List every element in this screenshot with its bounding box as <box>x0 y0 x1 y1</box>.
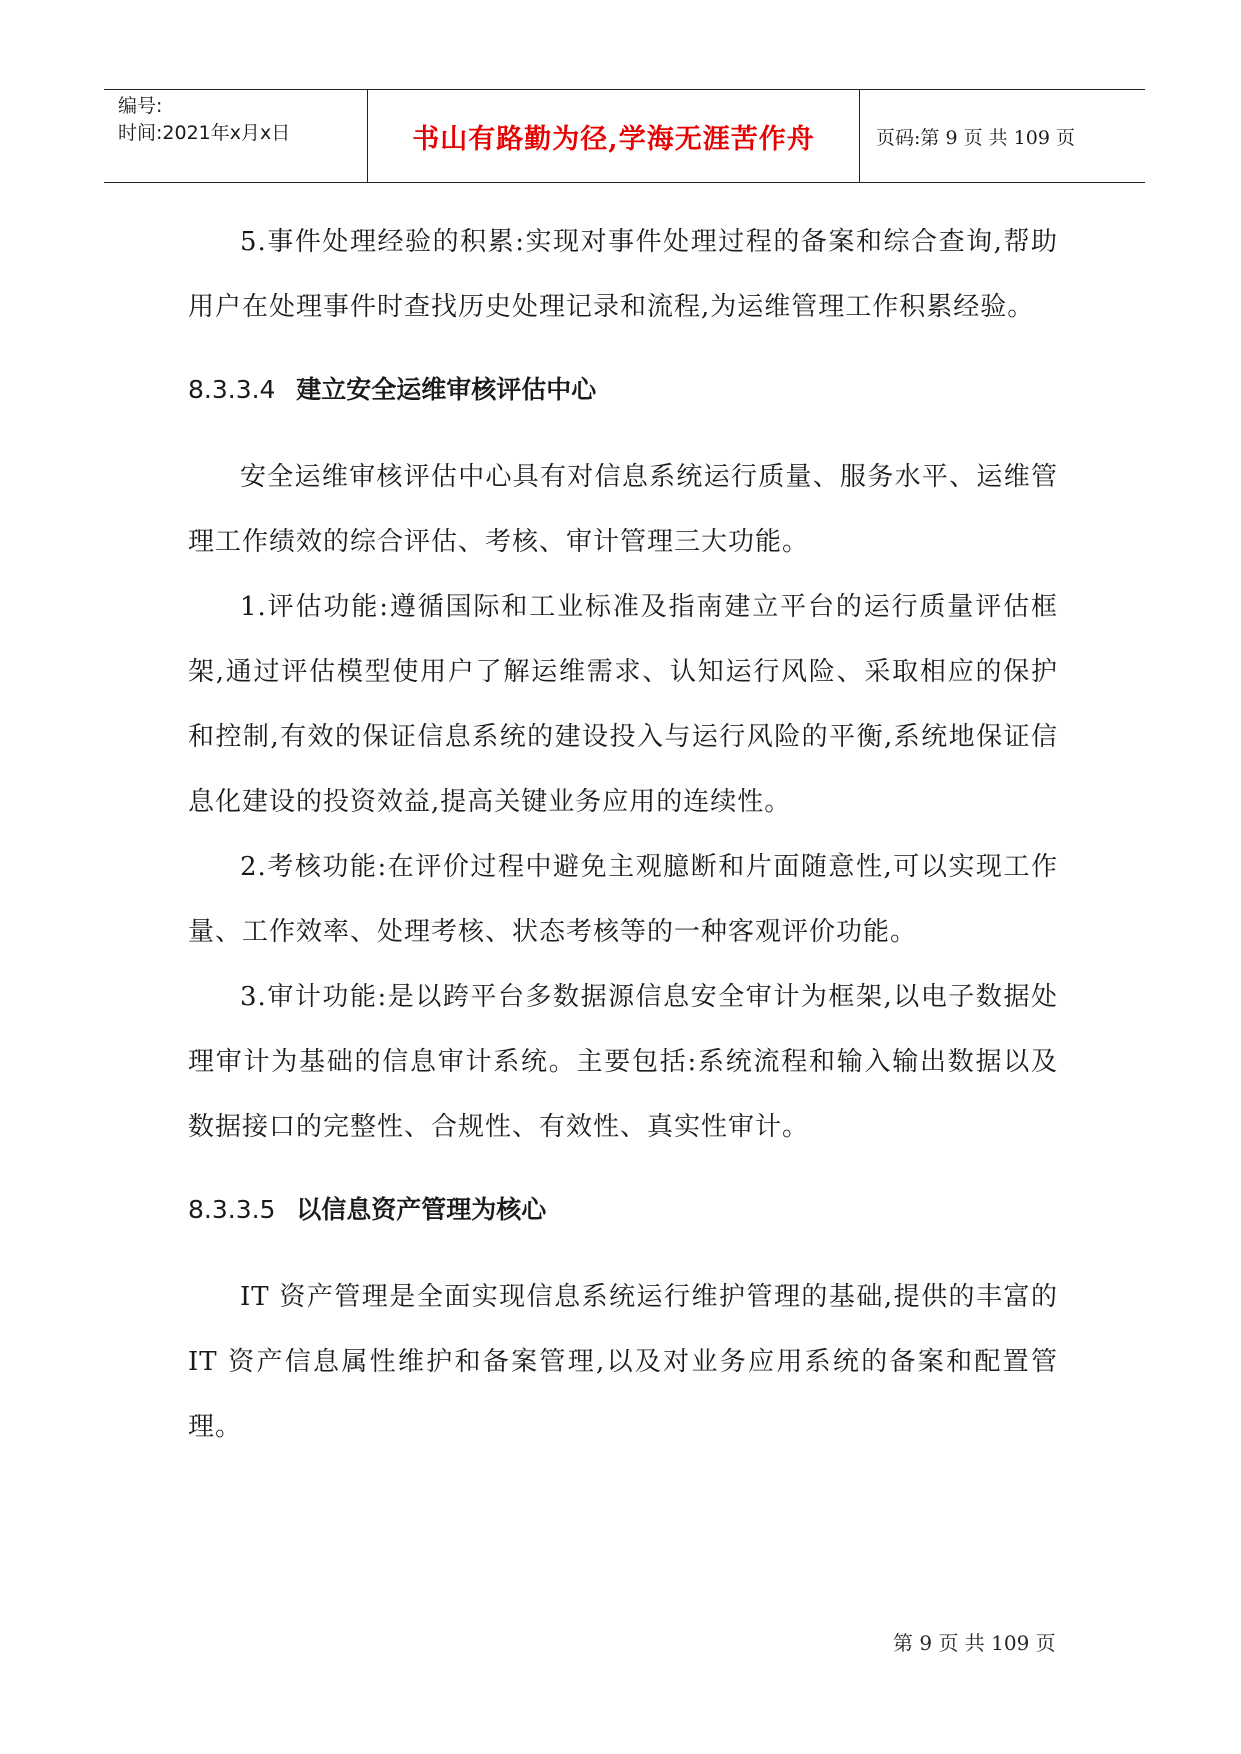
section-number: 8.3.3.5 <box>188 1195 276 1224</box>
header-meta <box>104 90 368 182</box>
paragraph-audit-center-intro: 安全运维审核评估中心具有对信息系统运行质量、服务水平、运维管理工作绩效的综合评估、考核、审计管理三大功能。 <box>188 462 1058 557</box>
time-label: 时间:2021年x月x日 <box>118 122 291 144</box>
serial-number-label: 编号: <box>118 95 163 117</box>
section-title: 建立安全运维审核评估中心 <box>296 375 597 404</box>
paragraph-event-experience: 5.事件处理经验的积累:实现对事件处理过程的备案和综合查询,帮助用户在处理事件时查找历史处理记录和流程,为运维管理工作积累经验。 <box>188 227 1058 322</box>
page-header <box>104 89 1145 183</box>
paragraph-evaluation-function: 1.评估功能:遵循国际和工业标准及指南建立平台的运行质量评估框架,通过评估模型使用户了解运维需求、认知运行风险、采取相应的保护和控制,有效的保证信息系统的建设投入与运行风险的平衡,系统地保证信息化建设的投资效益,提高关键业务应用的连续性。 <box>188 592 1058 817</box>
paragraph-assessment-function: 2.考核功能:在评价过程中避免主观臆断和片面随意性,可以实现工作量、工作效率、处理考核、状态考核等的一种客观评价功能。 <box>188 852 1058 947</box>
section-heading-8-3-3-4 <box>188 370 1058 410</box>
header-page-info: 页码:第 9 页 共 109 页 <box>876 126 1075 149</box>
section-number: 8.3.3.4 <box>188 375 276 404</box>
section-heading-8-3-3-5 <box>188 1190 1058 1230</box>
header-motto: 书山有路勤为径,学海无涯苦作舟 <box>368 90 860 182</box>
document-body <box>188 210 1058 1460</box>
paragraph-it-asset-management: IT 资产管理是全面实现信息系统运行维护管理的基础,提供的丰富的 IT 资产信息属性维护和备案管理,以及对业务应用系统的备案和配置管理。 <box>188 1282 1058 1442</box>
paragraph-audit-function: 3.审计功能:是以跨平台多数据源信息安全审计为框架,以电子数据处理审计为基础的信息审计系统。主要包括:系统流程和输入输出数据以及数据接口的完整性、合规性、有效性、真实性审计。 <box>188 982 1058 1142</box>
section-title: 以信息资产管理为核心 <box>296 1195 547 1224</box>
page-footer: 第 9 页 共 109 页 <box>893 1631 1056 1655</box>
